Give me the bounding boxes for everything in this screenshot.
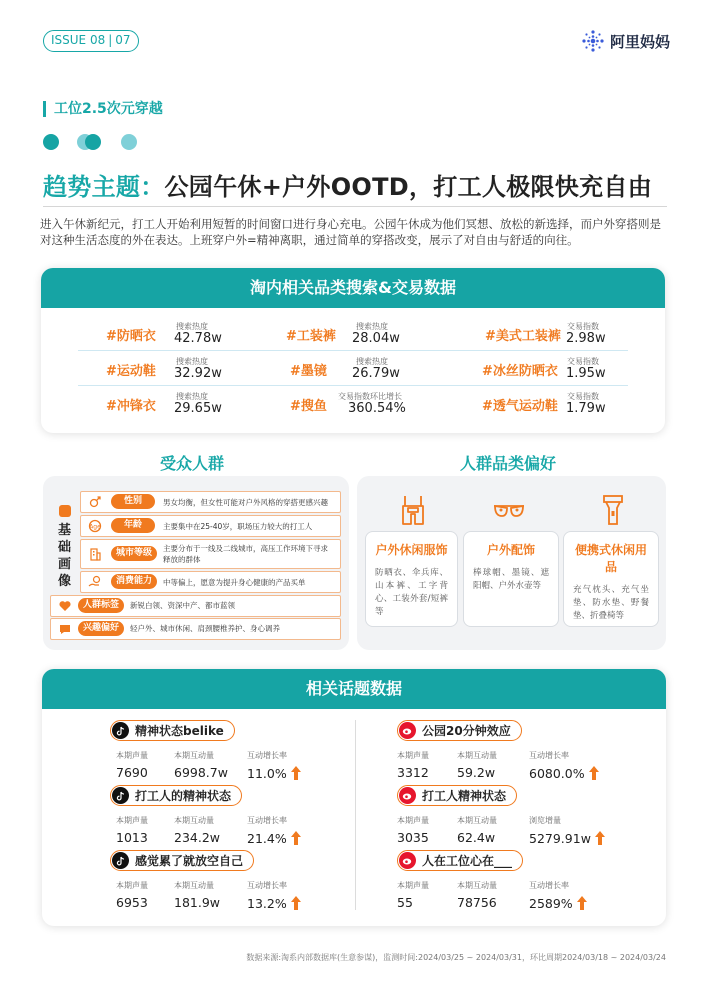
keyword-metric-label: 搜索热度 bbox=[176, 357, 208, 366]
keyword-metric-label: 交易指数环比增长 bbox=[338, 392, 402, 401]
gender-icon bbox=[88, 495, 102, 509]
keyword-metric-value: 1.95w bbox=[566, 366, 606, 381]
topic-name: 打工人精神状态 bbox=[422, 789, 507, 803]
topic-name: 感觉累了就放空自己 bbox=[135, 854, 244, 868]
metric-label: 本期互动量 bbox=[457, 751, 497, 760]
issue-separator: | bbox=[108, 33, 113, 47]
tag-age: 年龄 bbox=[111, 518, 155, 533]
growth-value: 21.4% bbox=[247, 830, 287, 846]
metric-label: 本期互动量 bbox=[457, 881, 497, 890]
interaction-value: 78756 bbox=[457, 895, 497, 910]
base-profile-char: 画 bbox=[58, 557, 72, 572]
keyword-metric-label: 搜索热度 bbox=[176, 392, 208, 401]
keyword-row bbox=[78, 351, 628, 386]
pref-card-desc: 防晒衣、伞兵库、山本裤、工字背心、工装外套/短裤等 bbox=[375, 568, 448, 617]
heart-icon bbox=[58, 599, 72, 613]
age-icon bbox=[88, 519, 102, 533]
keyword-name: #透气运动鞋 bbox=[482, 399, 558, 414]
building-icon bbox=[88, 547, 102, 561]
base-profile-char: 础 bbox=[58, 540, 72, 555]
metric-value bbox=[529, 765, 600, 781]
data-source-footer: 数据来源:淘系内部数据库(生意参谋)，监测时间:2024/03/25 ~ 2024/03/31，环比周期2024/03/18 ~ 2024/03/24 bbox=[246, 953, 666, 962]
weibo-icon bbox=[399, 852, 416, 869]
keyword-name: #美式工装裤 bbox=[485, 329, 561, 344]
metric-value bbox=[457, 765, 495, 780]
metric-label: 本期声量 bbox=[397, 816, 429, 825]
desc-age: 主要集中在25-40岁，职场压力较大的打工人 bbox=[163, 522, 313, 531]
desc-gender: 男女均衡，但女性可能对户外风格的穿搭更感兴趣 bbox=[163, 498, 328, 507]
logo-mark-icon bbox=[581, 29, 605, 53]
dot-1 bbox=[43, 134, 59, 150]
flashlight-icon bbox=[602, 494, 624, 530]
topic-pill[interactable] bbox=[110, 850, 254, 871]
weibo-icon bbox=[399, 722, 416, 739]
metric-label: 互动增长率 bbox=[247, 751, 287, 760]
logo-text: 阿里妈妈 bbox=[609, 32, 670, 51]
pref-card-title: 户外配饰 bbox=[486, 543, 535, 557]
douyin-icon bbox=[112, 852, 129, 869]
metric-value bbox=[174, 765, 228, 780]
keyword-name: #搜鱼 bbox=[290, 399, 327, 414]
chat-icon bbox=[58, 622, 72, 636]
interaction-value: 6998.7w bbox=[174, 765, 228, 780]
section-label: 工位2.5次元穿越 bbox=[43, 101, 163, 117]
keyword-cell bbox=[78, 351, 268, 386]
base-profile-label bbox=[58, 505, 71, 589]
metric-value bbox=[457, 895, 497, 910]
tag-crowd: 人群标签 bbox=[78, 598, 124, 613]
title-divider bbox=[43, 206, 667, 207]
keyword-name: #冲锋衣 bbox=[106, 399, 156, 414]
desc-crowd: 新锐白领、资深中产、都市蓝领 bbox=[130, 601, 235, 610]
keyword-metric-value: 360.54% bbox=[348, 401, 406, 416]
metric-value bbox=[397, 895, 413, 910]
up-arrow-icon bbox=[588, 765, 600, 781]
dot-3 bbox=[85, 134, 101, 150]
up-arrow-icon bbox=[594, 830, 606, 846]
keyword-metric-value: 28.04w bbox=[352, 331, 400, 346]
topic-pill[interactable] bbox=[397, 850, 523, 871]
up-arrow-icon bbox=[576, 895, 588, 911]
keyword-metric-label: 交易指数 bbox=[567, 357, 599, 366]
volume-value: 6953 bbox=[116, 895, 148, 910]
keyword-metric-label: 搜索热度 bbox=[176, 322, 208, 331]
keyword-cell bbox=[78, 386, 268, 421]
up-arrow-icon bbox=[290, 830, 302, 846]
metric-label: 互动增长率 bbox=[529, 751, 569, 760]
keyword-metric-value: 42.78w bbox=[174, 331, 222, 346]
audience-title: 受众人群 bbox=[160, 454, 225, 473]
search-card-title: 淘内相关品类搜索&交易数据 bbox=[41, 268, 665, 308]
growth-value: 2589% bbox=[529, 895, 573, 911]
keyword-metric-label: 搜索热度 bbox=[356, 357, 388, 366]
keyword-name: #冰丝防晒衣 bbox=[482, 364, 558, 379]
metric-value bbox=[247, 830, 302, 846]
issue-prefix: ISSUE 08 bbox=[51, 33, 106, 47]
decorative-dots bbox=[43, 134, 143, 150]
keyword-table bbox=[78, 316, 628, 421]
keyword-cell bbox=[78, 316, 268, 351]
growth-value: 13.2% bbox=[247, 895, 287, 911]
metric-value bbox=[397, 830, 429, 845]
keyword-metric-value: 32.92w bbox=[174, 366, 222, 381]
keyword-name: #防晒衣 bbox=[106, 329, 156, 344]
interaction-value: 59.2w bbox=[457, 765, 496, 780]
preference-card-accessories bbox=[463, 531, 559, 627]
keyword-name: #工装裤 bbox=[286, 329, 336, 344]
volume-value: 7690 bbox=[116, 765, 148, 780]
metric-value bbox=[247, 895, 302, 911]
metric-label: 互动增长率 bbox=[247, 881, 287, 890]
interaction-value: 62.4w bbox=[457, 830, 496, 845]
growth-value: 11.0% bbox=[247, 765, 287, 781]
metric-value bbox=[457, 830, 495, 845]
metric-label: 本期互动量 bbox=[174, 881, 214, 890]
metric-value bbox=[174, 830, 220, 845]
keyword-metric-value: 1.79w bbox=[566, 401, 606, 416]
svg-text:Age: Age bbox=[89, 523, 101, 531]
topic-pill[interactable] bbox=[110, 720, 235, 741]
metric-value bbox=[529, 830, 606, 846]
intro-paragraph: 进入午休新纪元，打工人开始利用短暂的时间窗口进行身心充电。公园午休成为他们冥想、放松的新选择，而户外穿搭则是对这种生活态度的外在表达。上班穿户外=精神离职，通过简单的穿搭改变，展示了对自由与舒适的向往。 bbox=[40, 217, 661, 247]
up-arrow-icon bbox=[290, 765, 302, 781]
title-rest: 公园午休+户外OOTD，打工人极限快充自由 bbox=[164, 173, 653, 201]
topic-pill[interactable] bbox=[397, 785, 517, 806]
metric-value bbox=[116, 830, 148, 845]
metric-label: 本期互动量 bbox=[174, 751, 214, 760]
hand-coin-icon bbox=[88, 575, 102, 589]
metric-label: 本期互动量 bbox=[457, 816, 497, 825]
keyword-metric-value: 26.79w bbox=[352, 366, 400, 381]
keyword-name: #墨镜 bbox=[290, 364, 327, 379]
metric-label: 本期声量 bbox=[116, 881, 148, 890]
topic-pill[interactable] bbox=[397, 720, 522, 741]
keyword-metric-label: 搜索热度 bbox=[356, 322, 388, 331]
desc-interest: 轻户外、城市休闲、肩颈腰椎养护、身心调养 bbox=[130, 624, 280, 633]
metric-label: 本期声量 bbox=[116, 751, 148, 760]
issue-number: 07 bbox=[115, 33, 131, 47]
volume-value: 55 bbox=[397, 895, 413, 910]
up-arrow-icon bbox=[290, 895, 302, 911]
metric-label: 本期声量 bbox=[397, 881, 429, 890]
topics-card-title: 相关话题数据 bbox=[42, 669, 666, 709]
metric-label: 互动增长率 bbox=[247, 816, 287, 825]
metric-value bbox=[116, 895, 148, 910]
interaction-value: 234.2w bbox=[174, 830, 221, 845]
keyword-cell bbox=[268, 316, 458, 351]
tag-interest: 兴趣偏好 bbox=[78, 621, 124, 636]
keyword-cell bbox=[268, 386, 458, 421]
growth-value: 6080.0% bbox=[529, 765, 585, 781]
profile-icon bbox=[59, 505, 71, 517]
preference-card-apparel bbox=[365, 531, 458, 627]
keyword-cell bbox=[268, 351, 458, 386]
topic-name: 打工人的精神状态 bbox=[135, 789, 232, 803]
keyword-metric-value: 29.65w bbox=[174, 401, 222, 416]
growth-value: 5279.91w bbox=[529, 830, 591, 846]
keyword-cell bbox=[458, 351, 628, 386]
overalls-icon bbox=[401, 494, 425, 530]
dot-4 bbox=[121, 134, 137, 150]
topic-pill[interactable] bbox=[110, 785, 242, 806]
topics-divider bbox=[355, 720, 356, 910]
preference-title: 人群品类偏好 bbox=[460, 454, 557, 473]
keyword-row bbox=[78, 316, 628, 351]
tag-spending: 消费能力 bbox=[111, 574, 157, 589]
volume-value: 3035 bbox=[397, 830, 429, 845]
keyword-cell bbox=[458, 386, 628, 421]
topic-name: 精神状态belike bbox=[135, 724, 224, 738]
desc-spending: 中等偏上，愿意为提升身心健康的产品买单 bbox=[163, 578, 306, 587]
sunglasses-icon bbox=[492, 500, 526, 524]
alimama-logo bbox=[581, 29, 670, 53]
pref-card-title: 便携式休闲用品 bbox=[574, 543, 647, 574]
desc-city: 主要分布于一线及二线城市，高压工作环境下寻求释放的群体 bbox=[163, 544, 328, 564]
page-title bbox=[43, 167, 652, 202]
keyword-row bbox=[78, 386, 628, 421]
metric-value bbox=[247, 765, 302, 781]
weibo-icon bbox=[399, 787, 416, 804]
keyword-metric-label: 交易指数 bbox=[567, 392, 599, 401]
metric-value bbox=[529, 895, 588, 911]
volume-value: 1013 bbox=[116, 830, 148, 845]
metric-value bbox=[116, 765, 148, 780]
metric-label: 本期声量 bbox=[397, 751, 429, 760]
keyword-metric-value: 2.98w bbox=[566, 331, 606, 346]
metric-label: 互动增长率 bbox=[529, 881, 569, 890]
preference-card-portable bbox=[563, 531, 659, 627]
base-profile-char: 基 bbox=[58, 523, 72, 538]
metric-value bbox=[397, 765, 429, 780]
metric-label: 本期声量 bbox=[116, 816, 148, 825]
topic-name: 人在工位心在___ bbox=[422, 854, 513, 868]
metric-label: 浏览增量 bbox=[529, 816, 561, 825]
interaction-value: 181.9w bbox=[174, 895, 221, 910]
douyin-icon bbox=[112, 722, 129, 739]
base-profile-char: 像 bbox=[58, 574, 72, 589]
topic-name: 公园20分钟效应 bbox=[422, 724, 511, 738]
tag-city: 城市等级 bbox=[111, 546, 157, 561]
title-highlight: 趋势主题： bbox=[43, 173, 165, 201]
issue-badge bbox=[43, 30, 139, 52]
metric-label: 本期互动量 bbox=[174, 816, 214, 825]
volume-value: 3312 bbox=[397, 765, 429, 780]
pref-card-title: 户外休闲服饰 bbox=[375, 543, 448, 557]
pref-card-desc: 棒球帽、墨镜、遮阳帽、户外水壶等 bbox=[473, 568, 549, 591]
pref-card-desc: 充气枕头、充气坐垫、防水垫、野餐垫、折叠椅等 bbox=[573, 585, 649, 621]
metric-value bbox=[174, 895, 220, 910]
tag-gender: 性别 bbox=[111, 494, 155, 509]
keyword-cell bbox=[458, 316, 628, 351]
douyin-icon bbox=[112, 787, 129, 804]
keyword-name: #运动鞋 bbox=[106, 364, 156, 379]
keyword-metric-label: 交易指数 bbox=[567, 322, 599, 331]
